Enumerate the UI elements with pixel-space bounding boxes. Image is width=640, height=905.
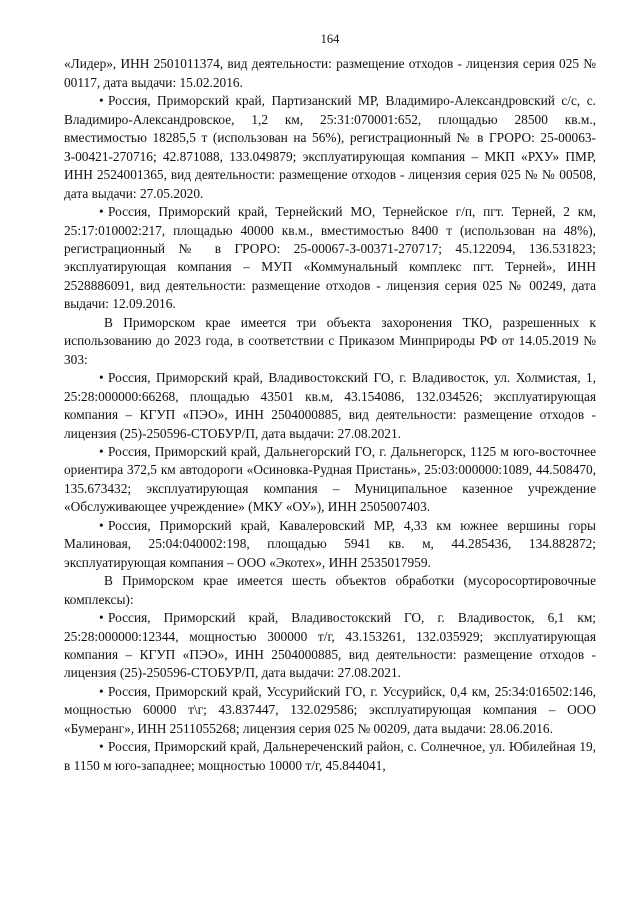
bullet-text: Россия, Приморский край, Владивостокский ГО, г. Владивосток, 6,1 км; 25:28:000000:12344, мощностью 300000 т/г, 43.153261, 132.035929; эксплуатирующая компания – КГУП «ПЭО», ИНН 2504000885, вид деятельности: размещение отходов - лицензия (25)-250596-СТОБУР/П, дата выдачи: 27.08.2021. xyxy=(64,610,596,681)
bullet-item xyxy=(64,517,596,572)
document-page xyxy=(64,30,596,775)
bullet-text: Россия, Приморский край, Дальнереченский район, с. Солнечное, ул. Юбилейная 19, в 1150 м юго-западнее; мощностью 10000 т/г, 45.844041, xyxy=(64,739,596,773)
paragraph: «Лидер», ИНН 2501011374, вид деятельности: размещение отходов - лицензия серия 025 № 00117, дата выдачи: 15.02.2016. xyxy=(64,56,596,90)
bullet-icon: • xyxy=(99,517,104,533)
bullet-item xyxy=(64,92,596,203)
bullet-item xyxy=(64,609,596,683)
bullet-icon: • xyxy=(99,739,104,755)
bullet-item xyxy=(64,738,596,775)
bullet-icon: • xyxy=(99,204,104,220)
page-number: 164 xyxy=(320,32,340,46)
bullet-icon: • xyxy=(99,370,104,386)
bullet-icon: • xyxy=(99,683,104,699)
paragraph: В Приморском крае имеется шесть объектов обработки (мусоросортировочные комплексы): xyxy=(64,573,596,607)
bullet-item xyxy=(64,203,596,314)
bullet-item xyxy=(64,369,596,443)
bullet-text: Россия, Приморский край, Кавалеровский МР, 4,33 км южнее вершины горы Малиновая, 25:04:040002:198, площадью 5941 кв. м, 44.285436, 134.882872; эксплуатирующая компания – ООО «Экотех», ИНН 2535017959. xyxy=(64,517,596,570)
bullet-item xyxy=(64,683,596,738)
bullet-icon: • xyxy=(99,93,104,109)
bullet-text: Россия, Приморский край, Тернейский МО, Тернейское г/п, пгт. Терней, 2 км, 25:17:010002:217, площадью 40000 кв.м., вместимостью 8400 т (использован на 48%), регистрационный № в ГРОРО: 25-00067-З-00371-270717; 45.122094, 136.531823; эксплуатирующая компания – МУП «Коммунальный комплекс пгт. Терней», ИНН 2528886091, вид деятельности: размещение отходов - лицензия серия 025 № 00249, дата выдачи: 12.09.2016. xyxy=(64,204,596,312)
bullet-text: Россия, Приморский край, Уссурийский ГО, г. Уссурийск, 0,4 км, 25:34:016502:146, мощностью 60000 т\г; 43.837447, 132.029586; эксплуатирующая компания – ООО «Бумеранг», ИНН 2511055268; лицензия серия 025 № 00209, дата выдачи: 28.06.2016. xyxy=(64,683,596,736)
bullet-icon: • xyxy=(99,610,104,626)
paragraph: В Приморском крае имеется три объекта захоронения ТКО, разрешенных к использованию до 2023 года, в соответствии с Приказом Минприроды РФ от 14.05.2019 № 303: xyxy=(64,314,596,367)
bullet-item xyxy=(64,443,596,517)
bullet-text: Россия, Приморский край, Владивостокский ГО, г. Владивосток, ул. Холмистая, 1, 25:28:000000:66268, площадью 43501 кв.м, 43.154086, 132.034526; эксплуатирующая компания – КГУП «ПЭО», ИНН 2504000885, вид деятельности: размещение отходов - лицензия (25)-250596-СТОБУР/П, дата выдачи: 27.08.2021. xyxy=(64,370,596,441)
bullet-icon: • xyxy=(99,443,104,459)
bullet-text: Россия, Приморский край, Партизанский МР, Владимиро-Александровский с/с, с. Владимиро-Александровское, 1,2 км, 25:31:070001:652, площадью 28500 кв.м., вместимостью 18285,5 т (использован на 56%), регистрационный № в ГРОРО: 25-00063-З-00421-270716; 42.871088, 133.049879; эксплуатирующая компания – МКП «РХУ» ПМР, ИНН 2524001365, вид деятельности: размещение отходов - лицензия серия 025 № № 00508, дата выдачи: 27.05.2020. xyxy=(64,93,596,201)
bullet-text: Россия, Приморский край, Дальнегорский ГО, г. Дальнегорск, 1125 м юго-восточнее ориентира 372,5 км автодороги «Осиновка-Рудная Пристань», 25:03:000000:1089, 44.508470, 135.673432; эксплуатирующая компания – Муниципальное казенное учреждение «Обслуживающее учреждение» (МКУ «ОУ»), ИНН 2505007403. xyxy=(64,443,596,515)
document-body xyxy=(64,55,596,775)
